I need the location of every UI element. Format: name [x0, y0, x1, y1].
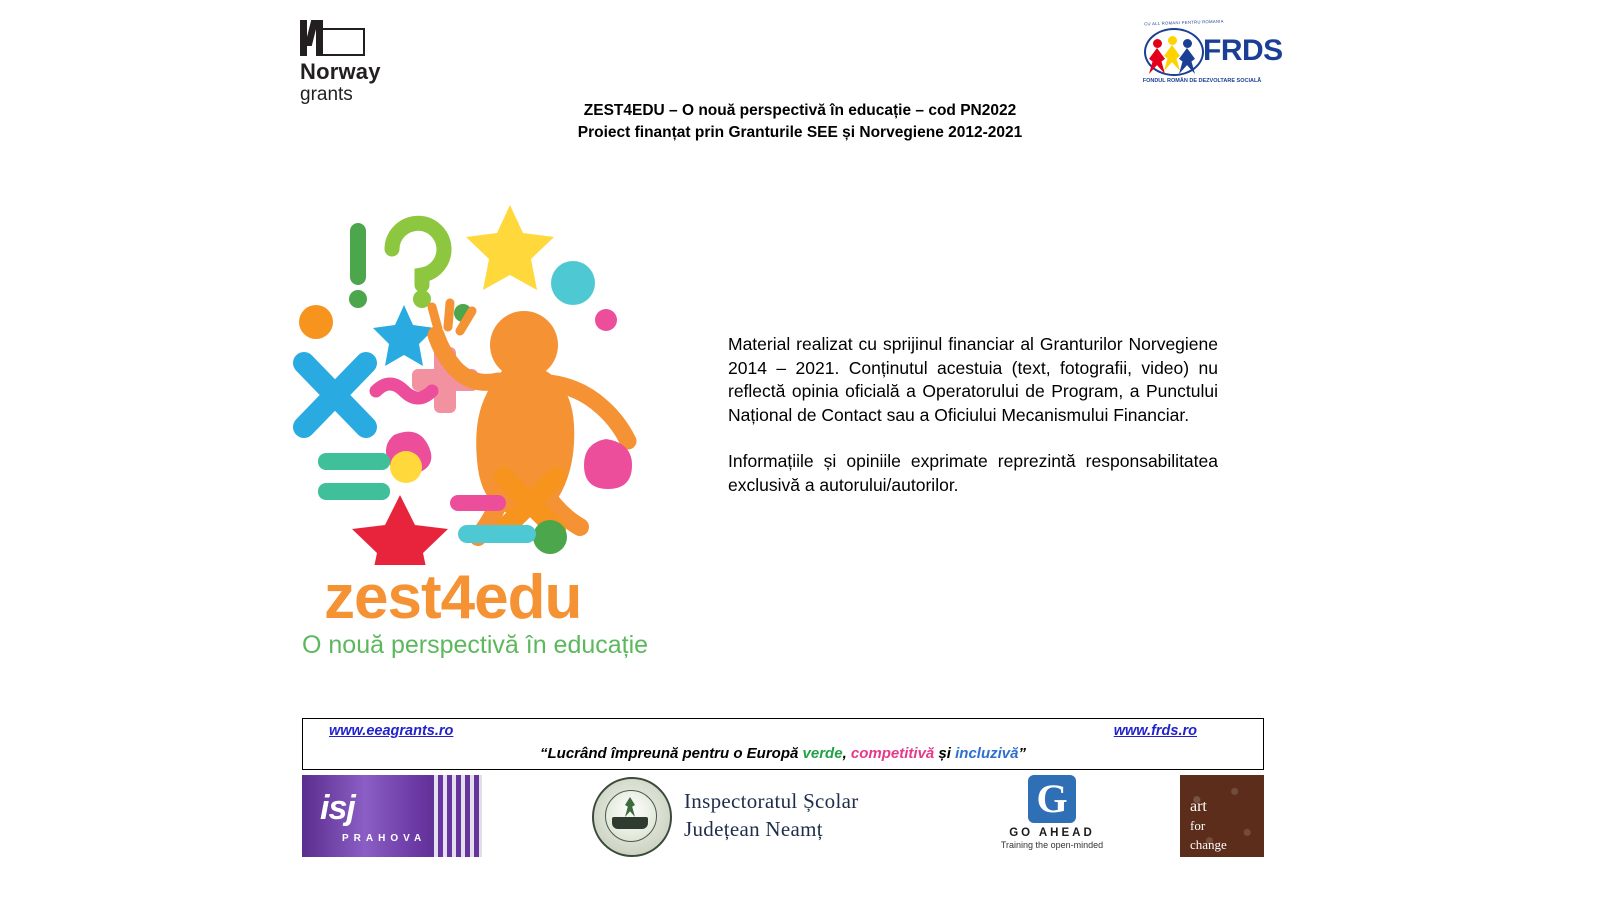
project-title-line-1: ZEST4EDU – O nouă perspectivă în educație – cod PN2022 [583, 102, 1017, 119]
isj-neamt-seal-icon [592, 777, 672, 857]
norway-logo-word-secondary: grants [300, 84, 353, 105]
slogan-prefix: “Lucrând împreună pentru o Europă [540, 745, 803, 762]
disclaimer-paragraph-2: Informațiile și opiniile exprimate reprezintă responsabilitatea exclusivă a autorului/autorilor. [728, 451, 1218, 495]
isj-neamt-name-line-1: Inspectoratul Școlar [684, 789, 859, 813]
disclaimer-paragraph-1: Material realizat cu sprijinul financiar al Granturilor Norvegiene 2014 – 2021. Conținutul acestuia (text, fotografii, video) nu reflectă opinia oficială a Operatorului de Program, a Punctului Național de Contact sau a Oficiului Mecanismului Financiar. [728, 334, 1218, 425]
logo-go-ahead [982, 775, 1122, 857]
zest4edu-tagline: O nouă perspectivă în educație [302, 631, 649, 659]
partner-logos-row [302, 775, 1264, 857]
frds-logo [1140, 18, 1283, 102]
frds-arc-text: CU ALL ROMANI PENTRU ROMANIA [1144, 18, 1224, 27]
logo-isj-prahova [302, 775, 482, 857]
go-ahead-name: GO AHEAD [1009, 827, 1095, 839]
isj-prahova-subtitle: PRAHOVA [342, 833, 427, 844]
art-for-change-line-3: change [1190, 837, 1227, 852]
footer-links [303, 719, 1263, 743]
slogan-suffix: ” [1018, 745, 1026, 762]
isj-prahova-wordmark: isj [320, 789, 355, 827]
art-for-change-line-1: art [1190, 798, 1207, 815]
project-title-line-2: Proiect finanțat prin Granturile SEE și Norvegiene 2012-2021 [577, 124, 1023, 141]
art-for-change-line-2: for [1190, 818, 1206, 833]
logo-isj-neamt [592, 775, 892, 857]
norway-logo-word-primary: Norway [300, 59, 381, 84]
norway-grants-mark-icon [300, 18, 380, 60]
norway-mark-line-bottom [323, 54, 365, 56]
isj-neamt-seal-book-icon [612, 817, 648, 829]
logo-art-for-change [1180, 775, 1264, 857]
frds-wordmark: FRDS [1203, 34, 1283, 67]
project-title [0, 100, 1600, 144]
slogan-sep-2: și [934, 745, 956, 762]
link-eeagrants[interactable]: www.eeagrants.ro [329, 723, 454, 739]
go-ahead-tagline: Training the open-minded [1000, 840, 1104, 850]
zest4edu-icon-cluster [288, 195, 688, 565]
norway-mark-line-side [363, 28, 365, 56]
frds-subtitle: FONDUL ROMÂN DE DEZVOLTARE SOCIALĂ [1142, 78, 1262, 84]
frds-emblem-icon [1140, 26, 1204, 76]
footer-band [302, 718, 1264, 770]
art-for-change-wordmark [1190, 797, 1227, 854]
slogan-word-competitiva: competitivă [850, 745, 935, 762]
isj-neamt-name-line-2: Județean Neamț [684, 817, 823, 841]
link-frds[interactable]: www.frds.ro [1113, 723, 1197, 739]
zest4edu-wordmark: zest4edu [324, 563, 582, 632]
isj-neamt-name [684, 787, 859, 843]
isj-neamt-seal-inner [605, 790, 657, 842]
disclaimer-text [728, 333, 1218, 497]
norway-grants-logo [300, 18, 500, 106]
footer-slogan [303, 745, 1263, 762]
slogan-sep-1: , [842, 745, 851, 762]
norway-mark-bar-right [316, 20, 323, 56]
norway-mark-line-top [323, 28, 365, 30]
slogan-word-verde: verde [802, 745, 843, 762]
isj-prahova-stripes-decoration [434, 775, 482, 857]
slogan-word-incluziva: incluzivă [955, 745, 1019, 762]
zest4edu-logo [288, 195, 688, 665]
go-ahead-g-icon: G [1028, 775, 1076, 823]
